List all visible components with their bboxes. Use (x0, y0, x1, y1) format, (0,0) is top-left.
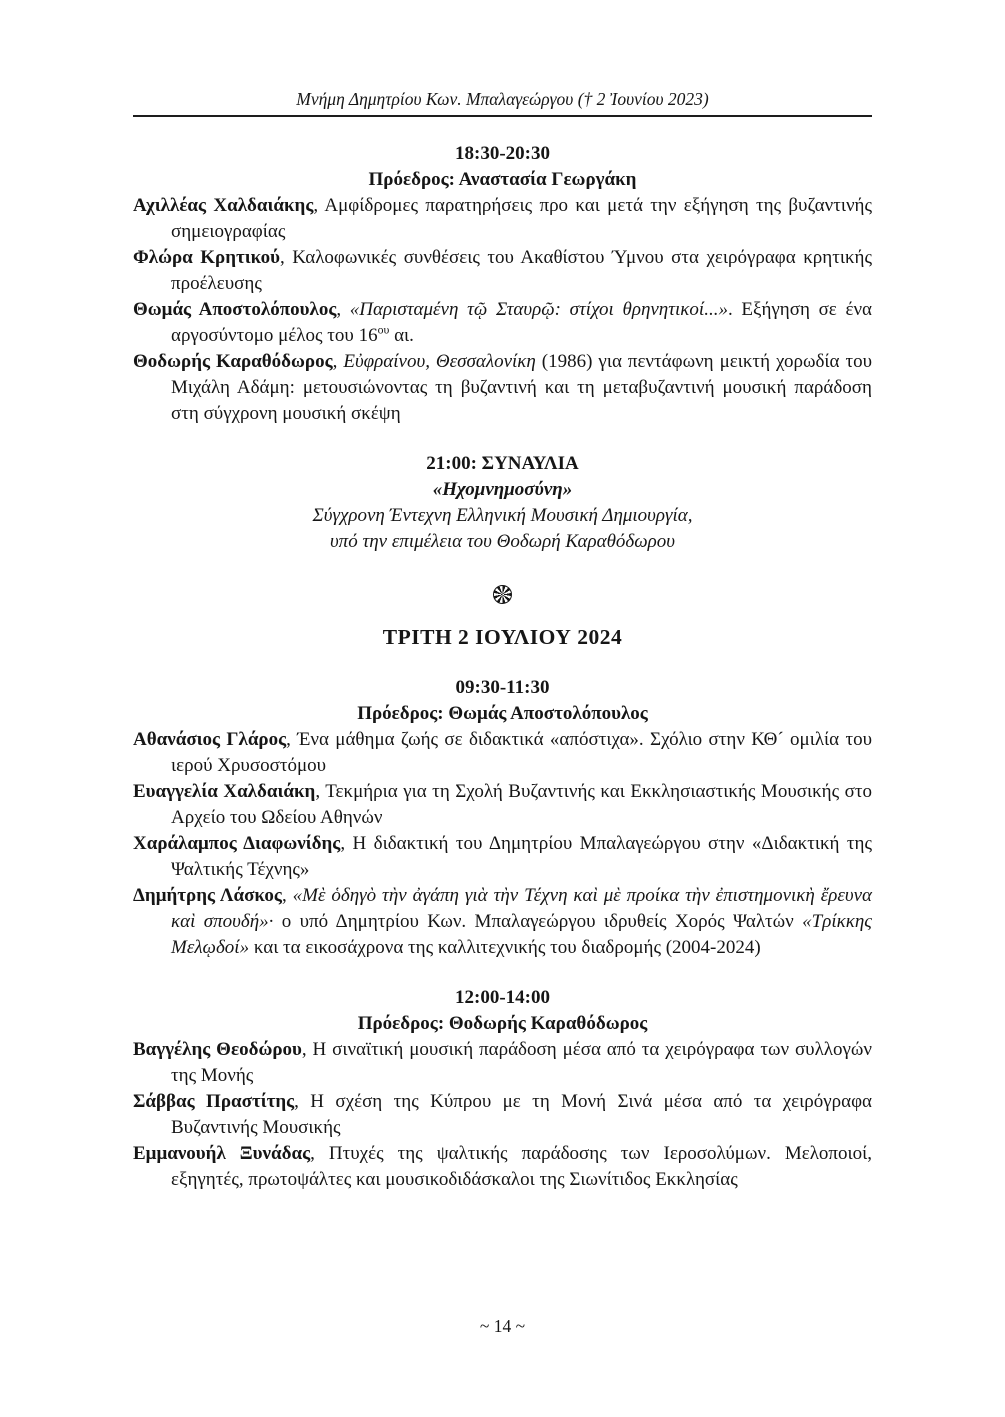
speaker-name: Αχιλλέας Χαλδαιάκης (133, 195, 314, 216)
text-segment: , Τεκμήρια για τη Σχολή Βυζαντινής και Εκκλησιαστικής Μουσικής στο Αρχείο του Ωδείου Αθηνών (171, 781, 872, 828)
speaker-name: Αθανάσιος Γλάρος (133, 729, 287, 750)
session-time: 12:00-14:00 (455, 987, 550, 1008)
pinwheel-ornament-icon (493, 585, 512, 604)
text-segment: (1986) για πεντάφωνη μεικτή χορωδία του Μιχάλη Αδάμη: μετουσιώνοντας τη βυζαντινή και τη μεταβυζαντινή μουσική παράδοση στη σύγχρονη μουσική σκέψη (171, 351, 872, 424)
text-segment: ου (377, 323, 390, 337)
paper-entry (133, 1037, 872, 1089)
paper-entry (133, 727, 872, 779)
text-segment: «Παρισταμένη τῷ Σταυρῷ: στίχοι θρηνητικοί...» (349, 299, 728, 320)
paper-entry (133, 831, 872, 883)
paper-entry (133, 297, 872, 349)
concert-block (133, 451, 872, 555)
concert-subtitle: Σύγχρονη Έντεχνη Ελληνική Μουσική Δημιουργία, (312, 505, 693, 526)
text-segment: . Εξήγηση σε ένα αργοσύντομο μέλος του 16 (171, 299, 872, 346)
paper-entry (133, 779, 872, 831)
speaker-name: Θωμάς Αποστολόπουλος (133, 299, 337, 320)
paper-entry (133, 1141, 872, 1193)
text-segment: αι. (389, 325, 414, 346)
speaker-name: Θοδωρής Καραθόδωρος (133, 351, 333, 372)
text-segment: , Πτυχές της ψαλτικής παράδοσης των Ιεροσολύμων. Μελοποιοί, εξηγητές, πρωτοψάλτες και μουσικοδιδάσκαλοι της Σιωνίτιδος Εκκλησίας (171, 1143, 872, 1190)
speaker-name: Ευαγγελία Χαλδαιάκη (133, 781, 316, 802)
text-segment: «Μὲ ὁδηγὸ τὴν ἀγάπη γιὰ τὴν Τέχνη καὶ μὲ προίκα τὴν ἐπιστημονικὴ ἔρευνα καὶ σπουδή»· (171, 885, 872, 932)
ornament-row (133, 581, 872, 607)
running-header: Μνήμη Δημητρίου Κων. Μπαλαγεώργου († 2 Ἰουνίου 2023) (296, 89, 709, 109)
paper-entry (133, 1089, 872, 1141)
speaker-name: Χαράλαμπος Διαφωνίδης (133, 833, 341, 854)
text-segment: , Η σχέση της Κύπρου με τη Μονή Σινά μέσα από τα χειρόγραφα Βυζαντινής Μουσικής (171, 1091, 872, 1138)
paper-entry (133, 245, 872, 297)
session-block (133, 985, 872, 1193)
program (133, 141, 872, 1193)
text-segment: , (336, 299, 350, 320)
text-segment: , Ένα μάθημα ζωής σε διδακτικά «απόστιχα». Σχόλιο στην ΚΘ´ ομιλία του ιερού Χρυσοστόμου (171, 729, 872, 776)
speaker-name: Σάββας Πραστίτης (133, 1091, 295, 1112)
speaker-name: Δημήτρης Λάσκος (133, 885, 282, 906)
day-heading: ΤΡΙΤΗ 2 ΙΟΥΛΙΟΥ 2024 (382, 625, 623, 649)
text-segment: , Αμφίδρομες παρατηρήσεις προ και μετά την εξήγηση της βυζαντινής σημειογραφίας (171, 195, 872, 242)
text-segment: , (332, 351, 344, 372)
session-block (133, 141, 872, 427)
text-segment: Εὐφραίνου, Θεσσαλονίκη (343, 351, 536, 372)
session-chair: Πρόεδρος: Αναστασία Γεωργάκη (368, 169, 637, 190)
session-time: 18:30-20:30 (455, 143, 550, 164)
concert-time: 21:00: ΣΥΝΑΥΛΙΑ (426, 453, 579, 474)
text-segment: «Τρίκκης Μελῳδοί» (171, 911, 872, 958)
paper-entry (133, 883, 872, 961)
speaker-name: Βαγγέλης Θεοδώρου (133, 1039, 302, 1060)
header-rule (133, 115, 872, 117)
session-chair: Πρόεδρος: Θωμάς Αποστολόπουλος (357, 703, 648, 724)
page-content (133, 0, 872, 1193)
paper-entry (133, 193, 872, 245)
concert-title: «Ηχομνημοσύνη» (432, 479, 573, 500)
text-segment: και τα εικοσάχρονα της καλλιτεχνικής του διαδρομής (2004-2024) (249, 937, 761, 958)
page-number: ~ 14 ~ (479, 1316, 526, 1336)
text-segment: , (281, 885, 293, 906)
paper-entry (133, 349, 872, 427)
text-segment: , Η διδακτική του Δημητρίου Μπαλαγεώργου στην «Διδακτική της Ψαλτικής Τέχνης» (171, 833, 872, 880)
text-segment: , Η σιναϊτική μουσική παράδοση μέσα από τα χειρόγραφα των συλλογών της Μονής (171, 1039, 873, 1086)
session-time: 09:30-11:30 (455, 677, 550, 698)
concert-subtitle: υπό την επιμέλεια του Θοδωρή Καραθόδωρου (329, 531, 676, 552)
speaker-name: Εμμανουήλ Ξυνάδας (133, 1143, 311, 1164)
speaker-name: Φλώρα Κρητικού (133, 247, 280, 268)
text-segment: , Καλοφωνικές συνθέσεις του Ακαθίστου Ύμνου στα χειρόγραφα κρητικής προέλευσης (171, 247, 872, 294)
session-block (133, 675, 872, 961)
text-segment: ο υπό Δημητρίου Κων. Μπαλαγεώργου ιδρυθείς Χορός Ψαλτών (273, 911, 803, 932)
session-chair: Πρόεδρος: Θοδωρής Καραθόδωρος (357, 1013, 648, 1034)
